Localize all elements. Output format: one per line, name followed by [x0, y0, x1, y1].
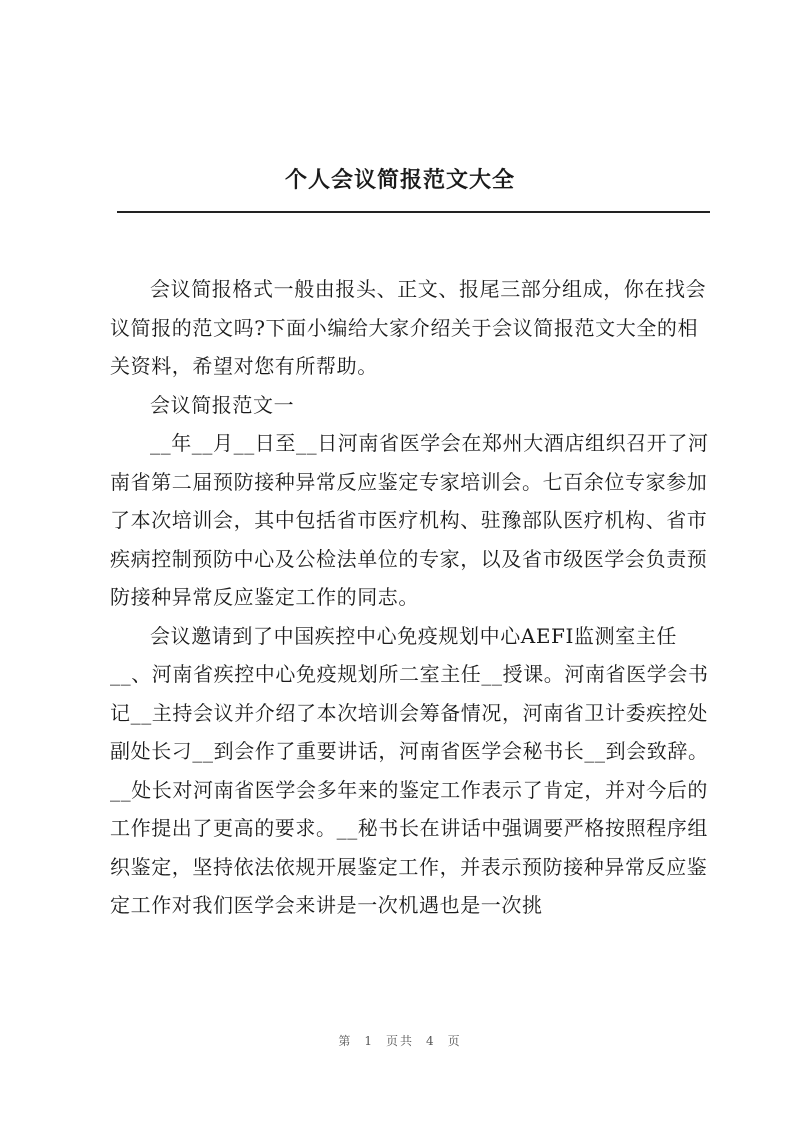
footer-total-pages: 4 [426, 1034, 436, 1048]
page-footer [0, 1032, 800, 1049]
title-divider [117, 211, 710, 213]
footer-current-page: 1 [364, 1034, 374, 1048]
footer-label-of: 页共 [385, 1034, 414, 1048]
paragraph-heading: 会议简报范文一 [150, 392, 295, 417]
document-body [110, 270, 710, 925]
paragraph-body-2: 会议邀请到了中国疾控中心免疫规划中心AEFI监测室主任__、河南省疾控中心免疫规划所二室主任__授课。河南省医学会书记__主持会议并介绍了本次培训会筹备情况，河南省卫计委疾控处副处长刁__到会作了重要讲话，河南省医学会秘书长__到会致辞。__处长对河南省医学会多年来的鉴定工作表示了肯定，并对今后的工作提出了更高的要求。__秘书长在讲话中强调要严格按照程序组织鉴定，坚持依法依规开展鉴定工作，并表示预防接种异常反应鉴定工作对我们医学会来讲是一次机遇也是一次挑 [110, 623, 709, 917]
document-title: 个人会议简报范文大全 [284, 168, 515, 193]
paragraph-body-1: __年__月__日至__日河南省医学会在郑州大酒店组织召开了河南省第二届预防接种异常反应鉴定专家培训会。七百余位专家参加了本次培训会，其中包括省市医疗机构、驻豫部队医疗机构、省市疾病控制预防中心及公检法单位的专家，以及省市级医学会负责预防接种异常反应鉴定工作的同志。 [110, 431, 709, 609]
footer-label-page: 第 [338, 1034, 353, 1048]
paragraph-intro: 会议简报格式一般由报头、正文、报尾三部分组成，你在找会议简报的范文吗?下面小编给大家介绍关于会议简报范文大全的相关资料，希望对您有所帮助。 [110, 277, 707, 378]
footer-label-end: 页 [447, 1034, 462, 1048]
